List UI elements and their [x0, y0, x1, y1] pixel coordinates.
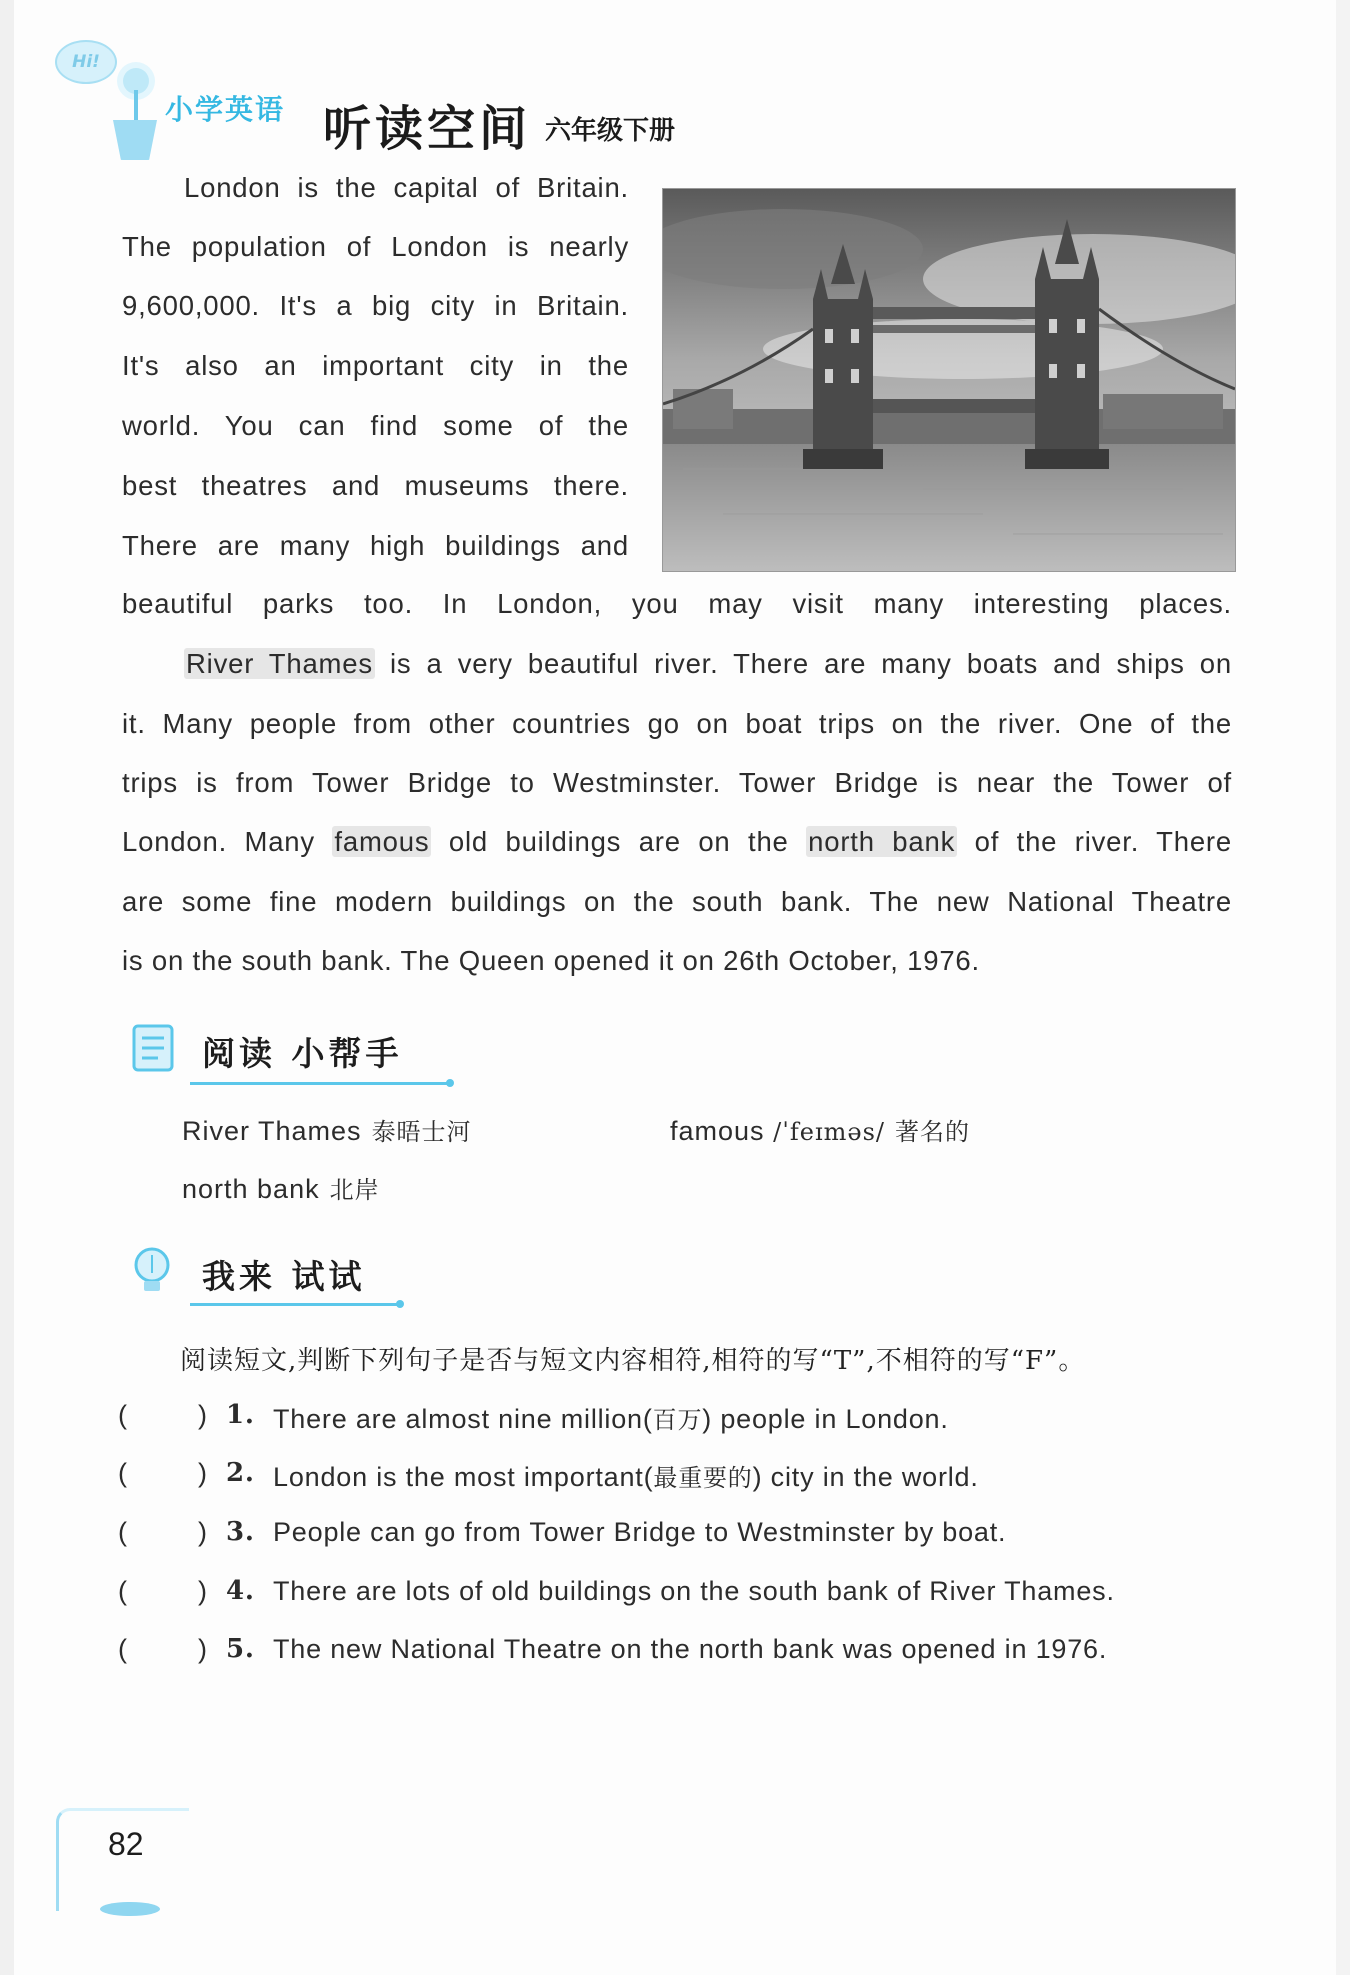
vocab-item: north bank 北岸 — [182, 1174, 380, 1204]
passage-line: London. Many famous old buildings are on the north bank of the river. There — [122, 826, 1232, 857]
page-number: 82 — [108, 1826, 144, 1862]
reading-helper-heading — [130, 1022, 470, 1092]
hi-badge: Hi! — [55, 40, 117, 84]
passage-line: The population of London is nearly — [122, 231, 629, 262]
passage-line: beautiful parks too. In London, you may visit many interesting places. — [122, 588, 1232, 619]
passage-line: trips is from Tower Bridge to Westminster. Tower Bridge is near the Tower of — [122, 767, 1232, 798]
vocab-item: River Thames 泰晤士河 — [182, 1116, 472, 1146]
flower-pot-icon — [113, 120, 157, 160]
heading-underline — [190, 1082, 450, 1085]
flower-stem-icon — [134, 90, 138, 122]
series-title: 小学英语 — [165, 93, 286, 126]
passage-line: it. Many people from other countries go on boat trips on the river. One of the — [122, 708, 1232, 739]
page-header — [55, 30, 755, 160]
section-title: 阅读 小帮手 — [202, 1034, 403, 1073]
glossed-term: north bank — [808, 826, 956, 857]
passage-line: are some fine modern buildings on the south bank. The new National Theatre — [122, 886, 1232, 917]
book-title: 听读空间 — [323, 101, 532, 157]
vocab-item: famous /ˈfeɪməs/ 著名的 — [670, 1116, 970, 1146]
page-tab-base — [100, 1902, 160, 1916]
passage-line: best theatres and museums there. — [122, 470, 629, 501]
glossed-term: famous — [334, 826, 430, 857]
heading-dot — [396, 1300, 404, 1308]
glossed-term: River Thames — [186, 648, 373, 679]
passage-line: There are many high buildings and — [122, 530, 629, 561]
book-icon — [130, 1022, 178, 1076]
section-title: 我来 试试 — [202, 1257, 366, 1296]
passage-line: is on the south bank. The Queen opened it on 26th October, 1976. — [122, 945, 980, 976]
try-it-heading — [130, 1245, 430, 1315]
heading-dot — [446, 1079, 454, 1087]
answer-blank[interactable]: ( — [118, 1517, 128, 1547]
exercise-instruction: 阅读短文,判断下列句子是否与短文内容相符,相符的写“T”,不相符的写“F”。 — [180, 1346, 1086, 1376]
passage-line: London is the capital of Britain. — [184, 172, 629, 203]
answer-blank[interactable]: ( — [118, 1576, 128, 1606]
grade-label: 六年级下册 — [545, 116, 676, 146]
lightbulb-icon — [130, 1245, 178, 1299]
answer-blank[interactable]: ( — [118, 1400, 128, 1430]
heading-underline — [190, 1303, 400, 1306]
answer-blank[interactable]: ( — [118, 1458, 128, 1488]
passage-line: 9,600,000. It's a big city in Britain. — [122, 290, 629, 321]
tower-bridge-photo — [662, 188, 1236, 572]
passage-line: It's also an important city in the — [122, 350, 629, 381]
passage-line: world. You can find some of the — [122, 410, 629, 441]
passage-line: River Thames is a very beautiful river. There are many boats and ships on — [186, 648, 1232, 679]
answer-blank[interactable]: ( — [118, 1634, 128, 1664]
